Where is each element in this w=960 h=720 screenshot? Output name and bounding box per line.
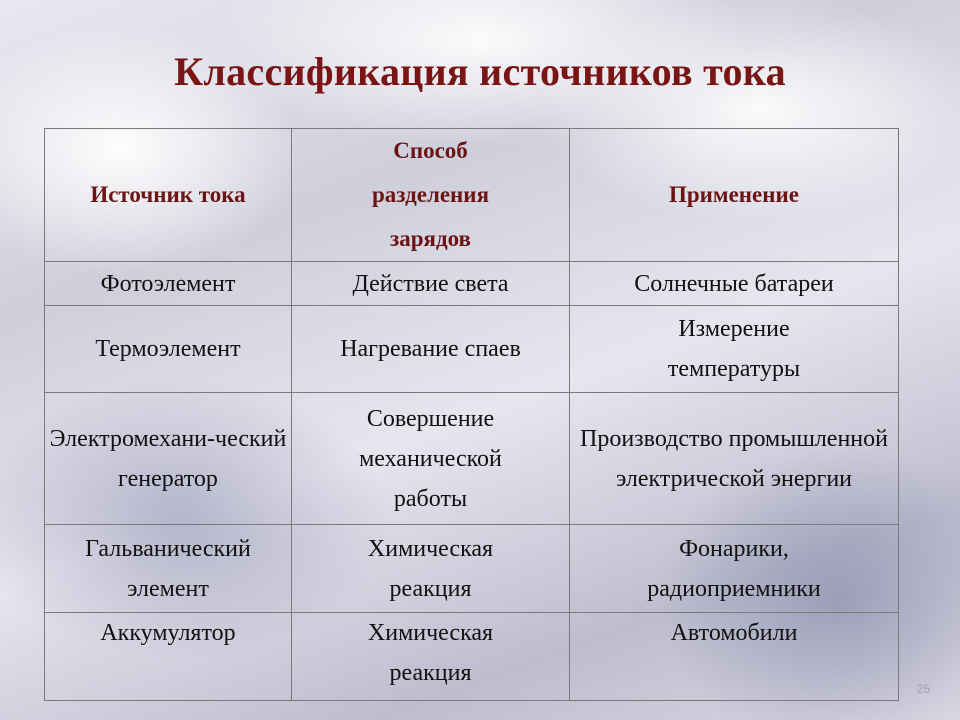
table-row: [45, 393, 899, 525]
cell-source: Гальванический элемент: [45, 525, 292, 613]
cell-method: Нагревание спаев: [292, 306, 570, 393]
cell-method: Химическая реакция: [292, 613, 570, 701]
slide-number: 25: [916, 682, 930, 696]
table-row: [45, 613, 899, 701]
classification-table: [44, 128, 899, 701]
cell-application: Производство промышленной электрической энергии: [570, 393, 899, 525]
cell-source: Термоэлемент: [45, 306, 292, 393]
cell-source: Аккумулятор: [45, 613, 292, 701]
table-row: [45, 262, 899, 306]
header-method: Способ разделения зарядов: [292, 129, 570, 262]
cell-method: Совершение механической работы: [292, 393, 570, 525]
cell-source: Фотоэлемент: [45, 262, 292, 306]
table-header-row: [45, 129, 899, 262]
cell-method: Действие света: [292, 262, 570, 306]
table-row: [45, 306, 899, 393]
cell-application: Солнечные батареи: [570, 262, 899, 306]
cell-method: Химическая реакция: [292, 525, 570, 613]
cell-application: Измерение температуры: [570, 306, 899, 393]
cell-source: Электромехани-ческий генератор: [45, 393, 292, 525]
header-application: Применение: [570, 129, 899, 262]
header-source: Источник тока: [45, 129, 292, 262]
cell-application: Фонарики, радиоприемники: [570, 525, 899, 613]
table-row: [45, 525, 899, 613]
slide-title: Классификация источников тока: [174, 49, 786, 94]
cell-application: Автомобили: [570, 613, 899, 701]
